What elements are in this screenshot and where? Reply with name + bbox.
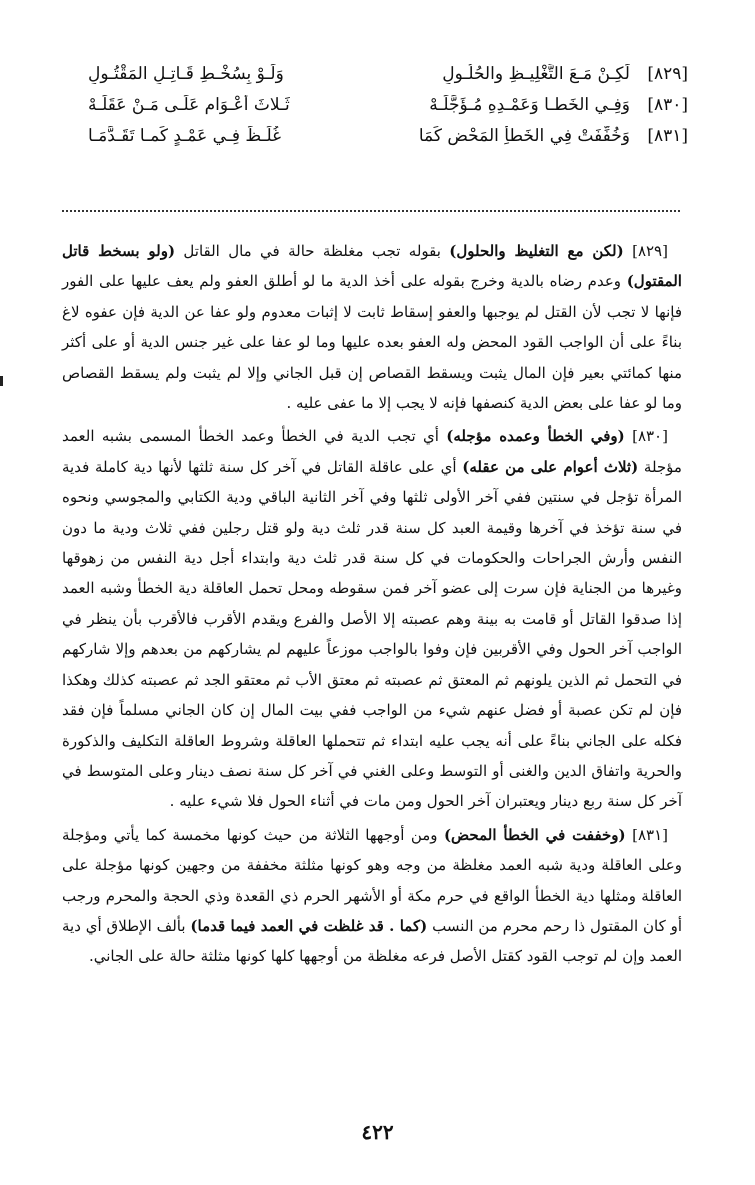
- dotted-divider: [62, 210, 680, 212]
- poem-verses: [88, 64, 688, 157]
- quoted-verse-text: (لكن مع التغليظ والحلول): [449, 242, 624, 260]
- verse-first-hemistich: وَفِـي الخَطـا وَعَمْـدِهِ مُـؤَجَّلَـهْ: [429, 95, 630, 115]
- commentary: [62, 236, 682, 975]
- verse-second-hemistich: غُلِّـظَ فِـي عَمْـدٍ كَمـا تَقَـدَّمَـا: [88, 126, 281, 146]
- verse-second-hemistich: وَلَـوْ بِسُخْـطِ قَـاتِـلِ المَقْتُـولِ: [88, 64, 284, 84]
- verse-first-hemistich: لَكِـنْ مَـعَ التَّغْلِيـظِ والحُلُـولِ: [442, 64, 630, 84]
- commentary-text: بألف الإطلاق أي دية العمد وإن لم توجب القود كقتل الأصل فرعه مغلظة من أوجهها كلها كونها مثلثة حالة على الجاني.: [62, 916, 682, 966]
- page-number: ٤٢٢: [361, 1120, 394, 1144]
- commentary-text: ومن أوجهها الثلاثة من حيث كونها مخمسة كما يأتي ومؤجلة وعلى العاقلة ودية شبه العمد مغلظة من وجه وهو كونها مثلثة مخففة من وجهين كونها مؤجلة على العاقلة ومثلها دية الخطأ الواقع في حرم مكة أو الأشهر الحرم ذي القعدة وذي الحجة والمحرم ورجب أو كان المقتول ذا رحم محرم من النسب: [62, 825, 683, 935]
- verse-831: [88, 126, 688, 157]
- quoted-verse-text: (وفي الخطأ وعمده مؤجله): [446, 427, 625, 446]
- verse-829: [88, 64, 688, 95]
- verse-830: [88, 95, 688, 126]
- quoted-verse-text: (ولو بسخط قاتل المقتول): [62, 242, 682, 291]
- commentary-paragraph-831: [62, 820, 682, 972]
- verse-number: [٨٣١]: [647, 126, 688, 146]
- commentary-paragraph-830: [62, 421, 682, 816]
- commentary-number: [٨٣٠]: [632, 427, 668, 446]
- quoted-verse-text: (ثلاث أعوام على من عقله): [462, 457, 639, 476]
- quoted-verse-text: (كما . قد غلظت في العمد فيما قدما): [190, 916, 428, 935]
- commentary-text: وعدم رضاه بالدية وخرج بقوله على أخذ الدية ما لو أطلق العفو ولم يعف عليها على الفور فإنها لا تجب لأن القتل لم يوجبها والعفو إسقاط ثابت لا إثبات معدوم ولو عفا عن الدية فإن عفوه لاغ بناءً على أن الواجب القود المحض وله العفو بعده عليها وما لو عفا على غير جنس الدية أو على أكثر منها كمائتي بعير فإن المال يثبت ويسقط القصاص إن قبل الجاني وإلا لم يثبت ولم يسقط القصاص وما لو عفا على بعض الدية كنصفها فإنه لا يجب إلا ما عفى عليه .: [62, 272, 682, 413]
- commentary-text: أي تجب الدية في الخطأ وعمد الخطأ المسمى بشبه العمد مؤجلة: [62, 427, 682, 476]
- verse-number: [٨٢٩]: [647, 64, 688, 84]
- verse-first-hemistich: وَخُفِّفَتْ فِي الخَطأِ المَحْضِ كَمَا: [418, 126, 630, 146]
- margin-mark: [0, 376, 3, 386]
- verse-number: [٨٣٠]: [647, 95, 688, 115]
- commentary-number: [٨٣١]: [632, 825, 668, 844]
- commentary-text: أي على عاقلة القاتل في آخر كل سنة ثلثها لأنها دية كاملة فدية المرأة تؤجل في سنتين ففي آخر الأولى ثلثها وفي آخر الثانية الباقي ودية الكتابي والمجوسي ونحوه في سنة تؤخذ في آخرها وقيمة العبد كل سنة قدر ثلث دية ولو قتل رجلين ففي ثلاث ودية ما دون النفس وأرش الجراحات والحكومات في كل سنة قدر ثلث دية وابتداء أجل دية النفس من زهوقها وغيرها من الجناية فإن سرت إلى عضو آخر فمن سقوطه ومحل تحمل العاقلة دية الخطأ وشبه العمد إذا صدقوا القاتل أو قامت به بينة وهم عصبته إلا الأصل والفرع ويقدم الأقرب فالأقرب بأن ينظر في الواجب آخر الحول وفي الأقربين فإن وفوا بالواجب موزعاً عليهم لم يشاركهم من بعدهم وإلا شاركهم في التحمل ثم الذين يلونهم ثم المعتق ثم عصبته ثم معتق الأب ثم معتقو الجد ثم عصبته كذلك وهكذا فإن لم تكن عصبة أو فضل عنهم شيء من الواجب ففي بيت المال إن كان الجاني مسلماً فإن فقد فكله على الجاني بناءً على أنه يجب عليه ابتداء ثم تتحملها العاقلة وشروط العاقلة التكليف والذكورة والحرية واتفاق الدين والغنى أو التوسط وعلى الغني في آخر كل سنة نصف دينار وعلى المتوسط في آخر كل سنة ربع دينار ويعتبران آخر الحول ومن مات في أثناء الحول فلا شيء عليه .: [62, 457, 682, 811]
- commentary-text: بقوله تجب مغلظة حالة في مال القاتل: [183, 242, 441, 260]
- verse-second-hemistich: ثَـلاثَ أَعْـوَامٍ عَلَـى مَـنْ عَقَلَـهْ: [88, 95, 290, 115]
- commentary-number: [٨٢٩]: [632, 242, 668, 260]
- commentary-paragraph-829: [62, 236, 682, 418]
- quoted-verse-text: (وخففت في الخطأ المحض): [443, 825, 626, 844]
